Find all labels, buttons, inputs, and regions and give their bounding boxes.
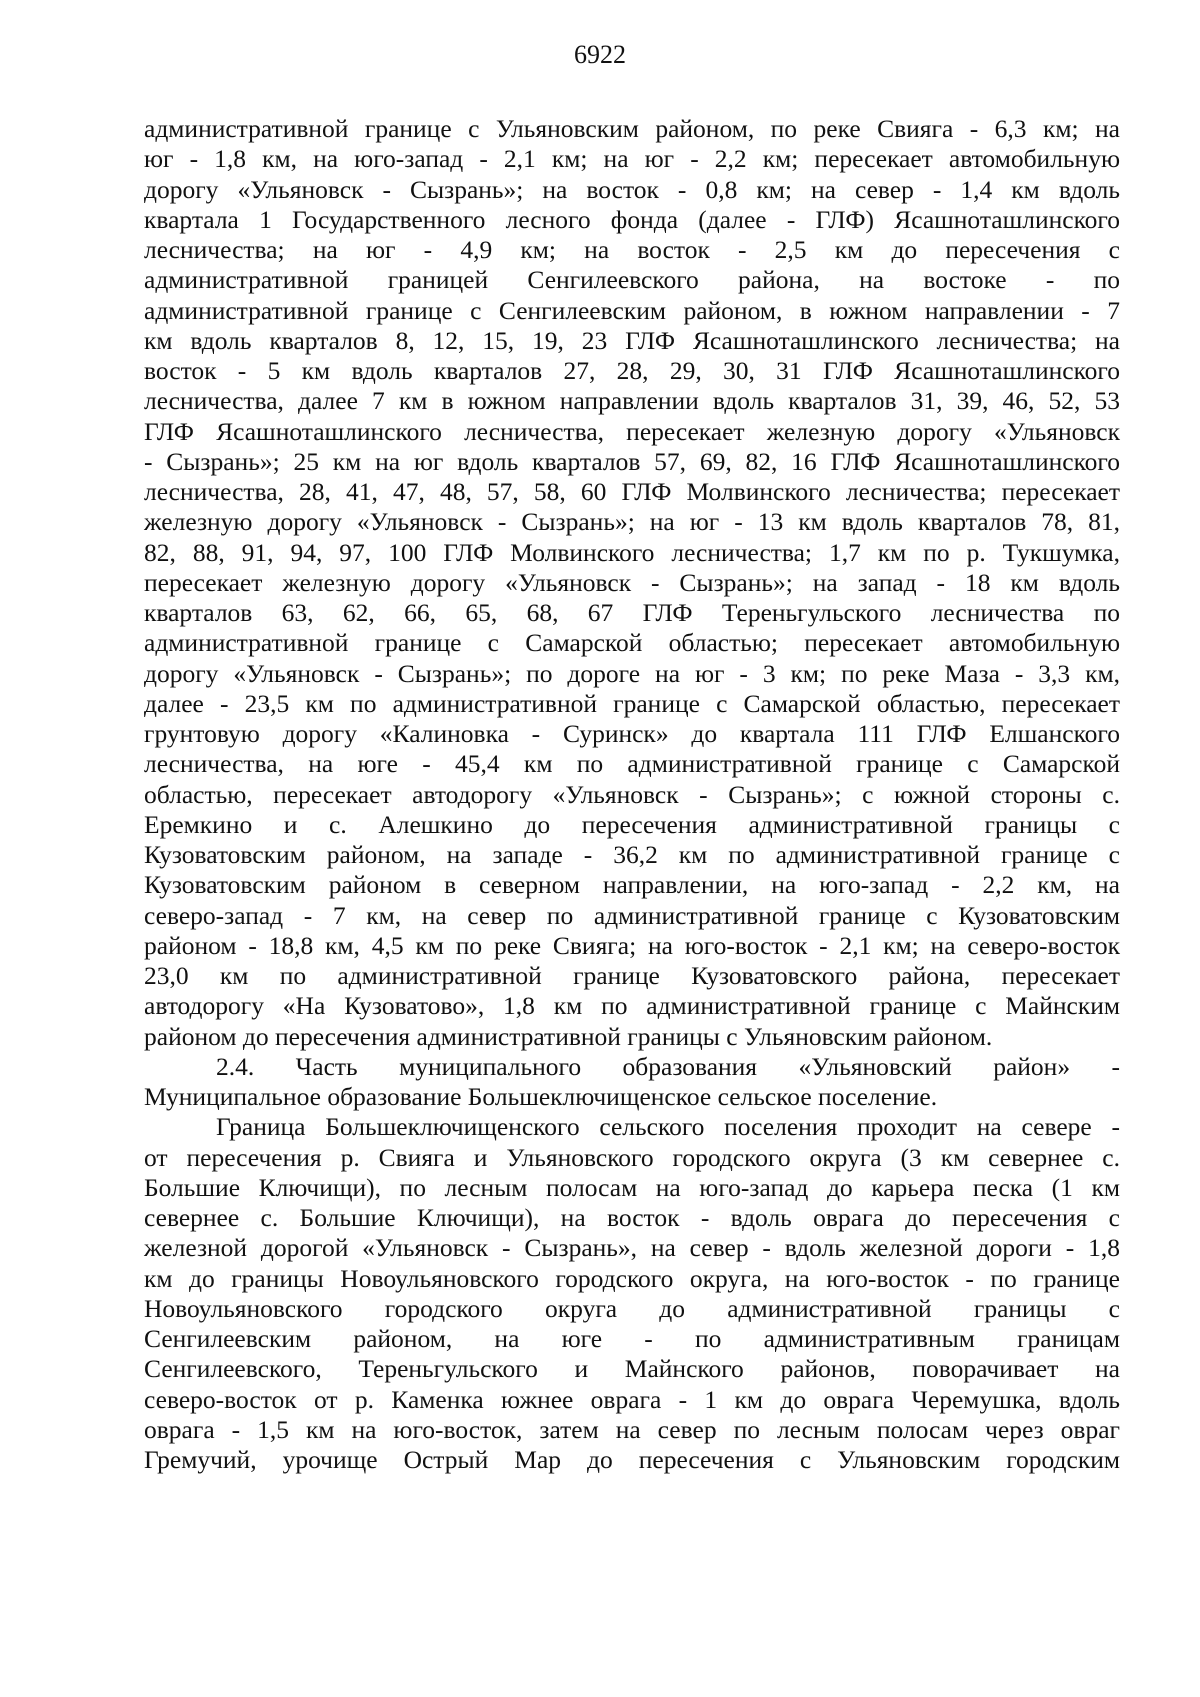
text-line: далее - 23,5 км по административной границе с Самарской областью, пересекает	[144, 688, 1120, 718]
text-line: км до границы Новоульяновского городского округа, на юго-восток - по границе	[144, 1263, 1120, 1293]
text-line: административной границе с Самарской областью; пересекает автомобильную	[144, 628, 1120, 658]
text-line: железной дорогой «Ульяновск - Сызрань», на север - вдоль железной дороги - 1,8	[144, 1233, 1120, 1263]
text-line: северо-восток от р. Каменка южнее оврага - 1 км до оврага Черемушка, вдоль	[144, 1384, 1120, 1414]
text-line: севернее с. Большие Ключищи), на восток - вдоль оврага до пересечения с	[144, 1203, 1120, 1232]
text-line: восток - 5 км вдоль кварталов 27, 28, 29, 30, 31 ГЛФ Ясашноташлинского	[144, 356, 1120, 385]
text-line: 82, 88, 91, 94, 97, 100 ГЛФ Молвинского лесничества; 1,7 км по р. Тукшумка,	[144, 537, 1120, 567]
text-line: грунтовую дорогу «Калиновка - Суринск» до квартала 111 ГЛФ Елшанского	[144, 719, 1120, 748]
text-line: 23,0 км по административной границе Кузоватовского района, пересекает	[144, 961, 1120, 990]
text-line: областью, пересекает автодорогу «Ульяновск - Сызрань»; с южной стороны с.	[144, 779, 1120, 809]
text-line: Большие Ключищи), по лесным полосам на юго-запад до карьера песка (1 км	[144, 1172, 1120, 1202]
text-line: квартала 1 Государственного лесного фонда (далее - ГЛФ) Ясашноташлинского	[144, 204, 1120, 234]
text-line: Сенгилеевским районом, на юге - по административным границам	[144, 1324, 1120, 1353]
text-line: районом до пересечения административной границы с Ульяновским районом.	[144, 1021, 993, 1051]
text-line: Кузоватовским районом в северном направлении, на юго-запад - 2,2 км, на	[144, 870, 1120, 900]
text-line: северо-запад - 7 км, на север по административной границе с Кузоватовским	[144, 900, 1120, 930]
text-line: железную дорогу «Ульяновск - Сызрань»; на юг - 13 км вдоль кварталов 78, 81,	[144, 507, 1120, 537]
text-line: лесничества, 28, 41, 47, 48, 57, 58, 60 ГЛФ Молвинского лесничества; пересекает	[144, 477, 1120, 506]
text-line: км вдоль кварталов 8, 12, 15, 19, 23 ГЛФ Ясашноташлинского лесничества; на	[144, 325, 1120, 355]
text-line: Сенгилеевского, Тереньгульского и Майнского районов, поворачивает на	[144, 1354, 1120, 1384]
text-line: Гремучий, урочище Острый Мар до пересечения с Ульяновским городским	[144, 1445, 1120, 1474]
text-line: лесничества; на юг - 4,9 км; на восток - 2,5 км до пересечения с	[144, 235, 1120, 264]
text-line: ГЛФ Ясашноташлинского лесничества, пересекает железную дорогу «Ульяновск	[144, 416, 1120, 446]
text-line: дорогу «Ульяновск - Сызрань»; по дороге на юг - 3 км; по реке Маза - 3,3 км,	[144, 658, 1120, 688]
text-line: лесничества, далее 7 км в южном направлении вдоль кварталов 31, 39, 46, 52, 53	[144, 386, 1120, 416]
text-line: пересекает железную дорогу «Ульяновск - Сызрань»; на запад - 18 км вдоль	[144, 567, 1120, 597]
text-line: оврага - 1,5 км на юго-восток, затем на север по лесным полосам через овраг	[144, 1414, 1120, 1444]
page-number: 6922	[574, 40, 626, 69]
text-line: - Сызрань»; 25 км на юг вдоль кварталов 57, 69, 82, 16 ГЛФ Ясашноташлинского	[144, 446, 1120, 476]
text-line: Еремкино и с. Алешкино до пересечения административной границы с	[144, 809, 1120, 839]
text-line: дорогу «Ульяновск - Сызрань»; на восток - 0,8 км; на север - 1,4 км вдоль	[144, 174, 1120, 204]
text-line: от пересечения р. Свияга и Ульяновского городского округа (3 км севернее с.	[144, 1142, 1120, 1172]
text-line: Новоульяновского городского округа до административной границы с	[144, 1293, 1120, 1323]
text-line: кварталов 63, 62, 66, 65, 68, 67 ГЛФ Тереньгульского лесничества по	[144, 598, 1120, 627]
text-line: Граница Большеключищенского сельского поселения проходит на севере -	[216, 1112, 1120, 1142]
text-line: административной границей Сенгилеевского района, на востоке - по	[144, 265, 1120, 295]
text-line: 2.4. Часть муниципального образования «Ульяновский район» -	[216, 1051, 1120, 1081]
text-line: районом - 18,8 км, 4,5 км по реке Свияга; на юго-восток - 2,1 км; на северо-восток	[144, 930, 1120, 960]
text-line: административной границе с Ульяновским районом, по реке Свияга - 6,3 км; на	[144, 114, 1120, 143]
text-line: лесничества, на юге - 45,4 км по административной границе с Самарской	[144, 749, 1120, 779]
text-line: Кузоватовским районом, на западе - 36,2 км по административной границе с	[144, 840, 1120, 869]
body-text	[144, 114, 1120, 1475]
text-line: административной границе с Сенгилеевским районом, в южном направлении - 7	[144, 295, 1120, 325]
text-line: Муниципальное образование Большеключищенское сельское поселение.	[144, 1082, 938, 1111]
text-line: юг - 1,8 км, на юго-запад - 2,1 км; на юг - 2,2 км; пересекает автомобильную	[144, 144, 1120, 174]
text-line: автодорогу «На Кузоватово», 1,8 км по административной границе с Майнским	[144, 991, 1120, 1021]
